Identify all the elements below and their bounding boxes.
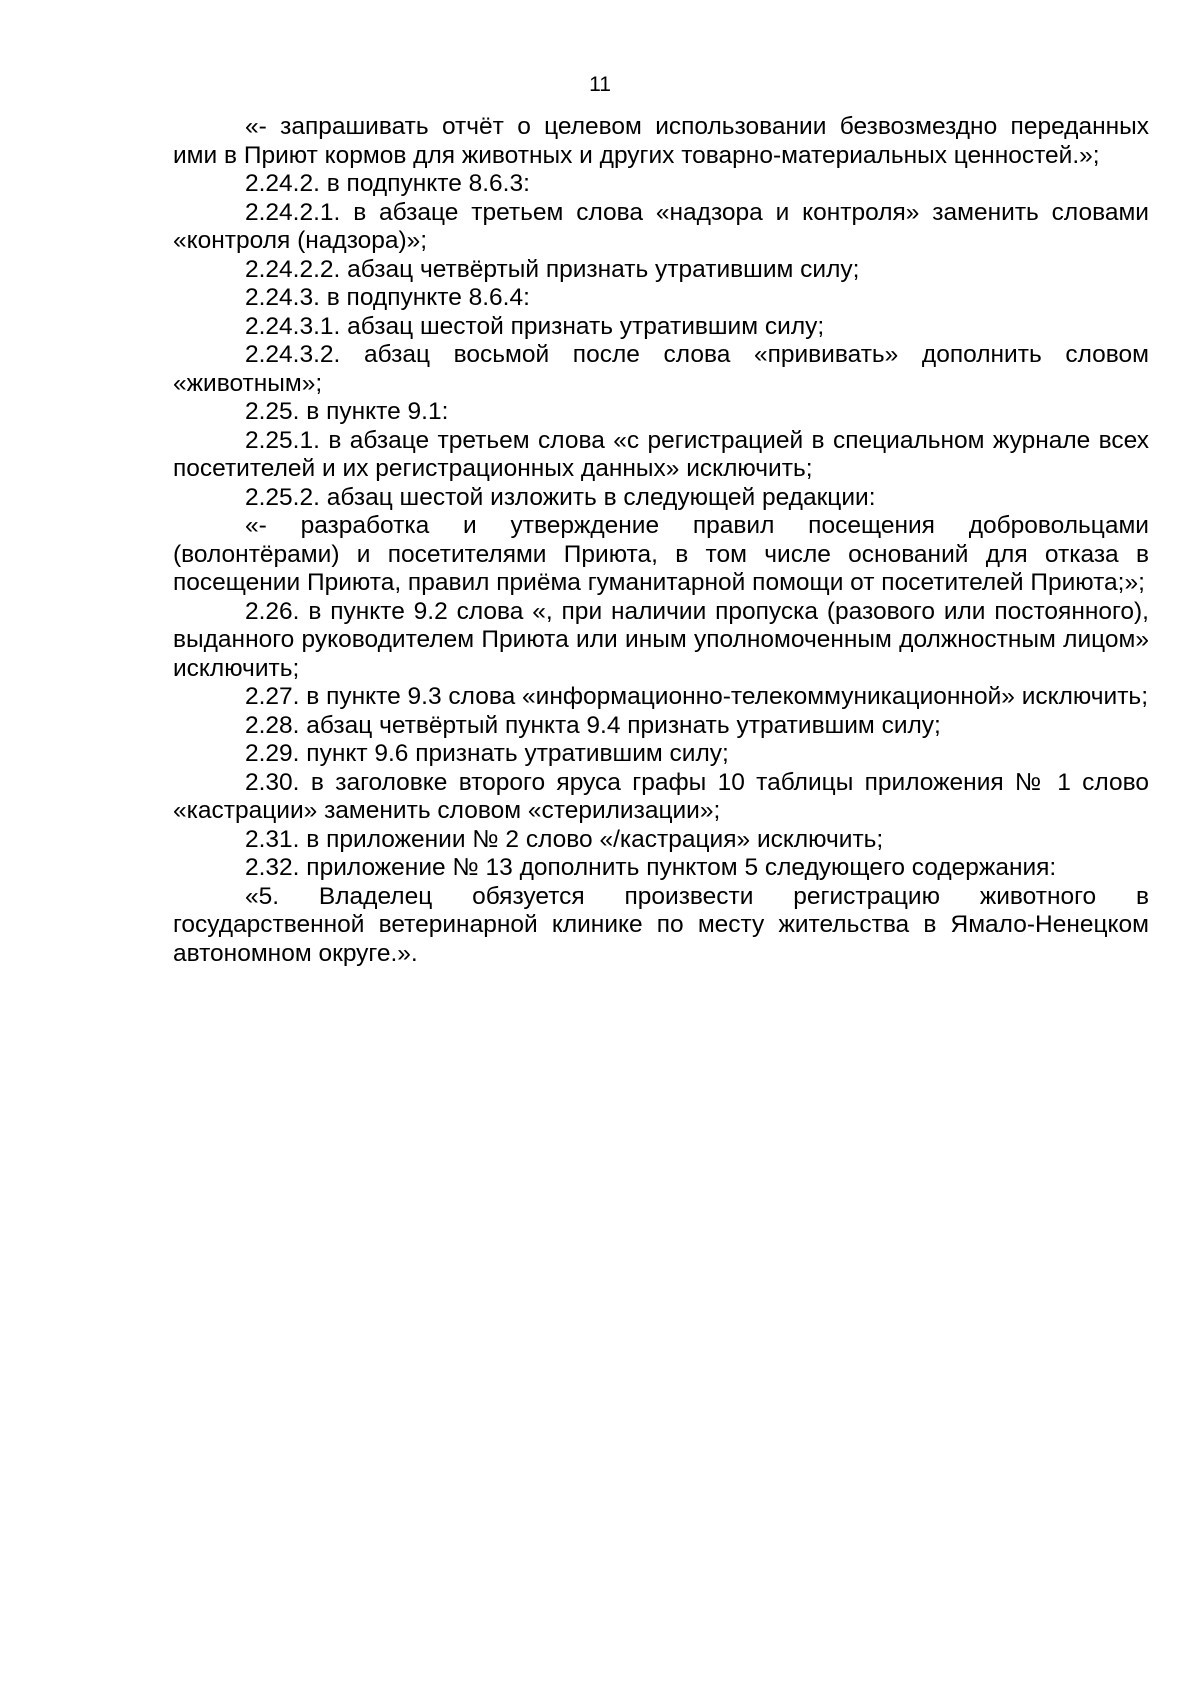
paragraph-7: 2.24.3.2. абзац восьмой после слова «прививать» дополнить словом «животным»; bbox=[173, 341, 1149, 397]
paragraph-3: 2.24.2.1. в абзаце третьем слова «надзора и контроля» заменить словами «контроля (надзора)»; bbox=[173, 198, 1149, 254]
paragraph-4: 2.24.2.2. абзац четвёртый признать утратившим силу; bbox=[245, 255, 860, 283]
paragraph-1: «- запрашивать отчёт о целевом использовании безвозмездно переданных ими в Приют кормов для животных и других товарно-материальных ценностей.»; bbox=[173, 113, 1149, 169]
paragraph-18: 2.32. приложение № 13 дополнить пунктом 5 следующего содержания: bbox=[245, 854, 1057, 881]
paragraph-13: 2.27. в пункте 9.3 слова «информационно-телекоммуникационной» исключить; bbox=[245, 683, 1148, 710]
paragraph-11: «- разработка и утверждение правил посещения добровольцами (волонтёрами) и посетителями Приюта, в том числе оснований для отказа в посещении Приюта, правил приёма гуманитарной помощи от посетителей Приюта;»; bbox=[173, 512, 1149, 596]
document-body bbox=[173, 113, 1149, 968]
paragraph-14: 2.28. абзац четвёртый пункта 9.4 признать утратившим силу; bbox=[245, 711, 941, 739]
paragraph-16: 2.30. в заголовке второго яруса графы 10 таблицы приложения № 1 слово «кастрации» заменить словом «стерилизации»; bbox=[173, 768, 1149, 824]
paragraph-9: 2.25.1. в абзаце третьем слова «с регистрацией в специальном журнале всех посетителей и их регистрационных данных» исключить; bbox=[173, 426, 1149, 482]
paragraph-2: 2.24.2. в подпункте 8.6.3: bbox=[245, 170, 530, 197]
paragraph-10: 2.25.2. абзац шестой изложить в следующей редакции: bbox=[245, 483, 876, 511]
paragraph-5: 2.24.3. в подпункте 8.6.4: bbox=[245, 284, 530, 311]
paragraph-8: 2.25. в пункте 9.1: bbox=[245, 398, 449, 425]
paragraph-15: 2.29. пункт 9.6 признать утратившим силу; bbox=[245, 740, 729, 767]
paragraph-12: 2.26. в пункте 9.2 слова «, при наличии пропуска (разового или постоянного), выданного руководителем Приюта или иным уполномоченным должностным лицом» исключить; bbox=[173, 597, 1149, 682]
page-number: 11 bbox=[589, 73, 611, 96]
paragraph-19: «5. Владелец обязуется произвести регистрацию животного в государственной ветеринарной клинике по месту жительства в Ямало-Ненецком автономном округе.». bbox=[173, 882, 1149, 967]
paragraph-6: 2.24.3.1. абзац шестой признать утратившим силу; bbox=[245, 312, 825, 340]
paragraph-17: 2.31. в приложении № 2 слово «/кастрация» исключить; bbox=[245, 825, 884, 853]
